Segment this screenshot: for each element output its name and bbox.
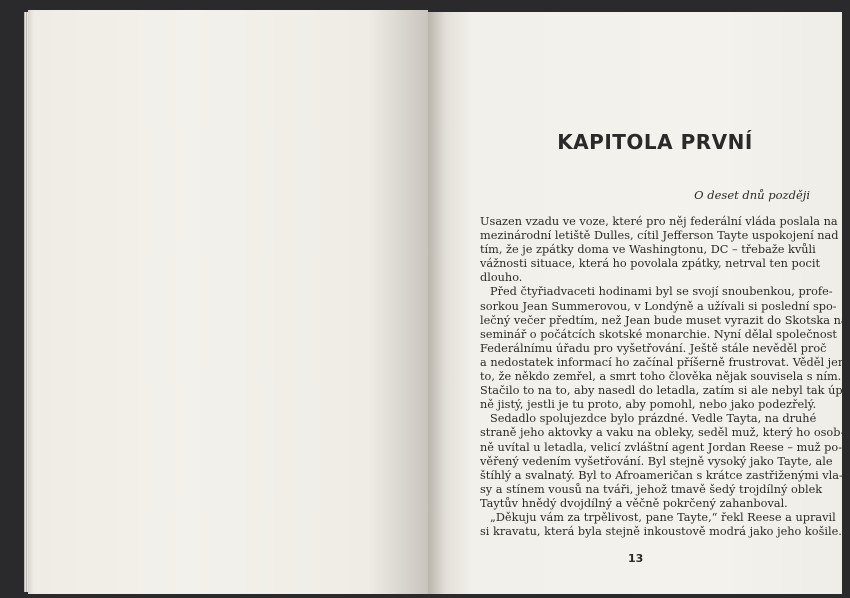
text-line: Před čtyřiadvaceti hodinami byl se svojí snoubenkou, profe- xyxy=(490,285,833,299)
text-line: věřený vedením vyšetřování. Byl stejně vysoký jako Tayte, ale xyxy=(480,454,833,468)
text-line: vážnosti situace, která ho povolala zpátky, netrval ten pocit xyxy=(480,257,821,271)
text-line: Federálnímu úřadu pro vyšetřování. Ještě stále nevěděl proč xyxy=(480,341,827,355)
text-line: a nedostatek informací ho začínal příšerně frustrovat. Věděl jen xyxy=(480,355,846,369)
body-text xyxy=(480,215,850,539)
text-line: si kravatu, která byla stejně inkoustově modrá jako jeho košile. xyxy=(480,525,842,539)
text-line: lečný večer předtím, než Jean bude muset vyrazit do Skotska na xyxy=(480,313,848,327)
text-line: štíhlý a svalnatý. Byl to Afroameričan s krátce zastřiženými vla- xyxy=(480,468,843,482)
text-line: ně jistý, jestli je tu proto, aby pomohl, nebo jako podezřelý. xyxy=(480,398,817,412)
text-line: dlouho. xyxy=(480,271,523,285)
text-line: mezinárodní letiště Dulles, cítil Jefferson Tayte uspokojení nad xyxy=(480,229,839,243)
text-line: ně uvítal u letadla, velicí zvláštní agent Jordan Reese – muž po- xyxy=(480,440,843,454)
text-line: Stačilo to na to, aby nasedl do letadla, zatím si ale nebyl tak úpl- xyxy=(480,384,850,398)
text-line: Taytův hnědý dvojdílný a věčně pokrčený zahanboval. xyxy=(480,496,788,510)
chapter-subtitle: O deset dnů později xyxy=(694,188,810,202)
chapter-title: KAPITOLA PRVNÍ xyxy=(557,130,753,154)
text-line: straně jeho aktovky a vaku na obleky, seděl muž, který ho osob- xyxy=(480,426,845,440)
text-line: sy a stínem vousů na tváři, jehož tmavě šedý trojdílný oblek xyxy=(480,482,823,496)
page-number: 13 xyxy=(628,552,644,565)
text-line: „Děkuju vám za trpělivost, pane Tayte,“ řekl Reese a upravil xyxy=(490,510,836,524)
text-line: seminář o počátcích skotské monarchie. Nyní dělal společnost xyxy=(480,327,837,341)
text-line: tím, že je zpátky doma ve Washingtonu, DC – třebaže kvůli xyxy=(480,243,816,257)
text-line: Usazen vzadu ve voze, které pro něj federální vláda poslala na xyxy=(480,215,838,228)
right-page xyxy=(428,12,850,594)
left-page-blank xyxy=(28,10,428,594)
text-line: sorkou Jean Summerovou, v Londýně a užívali si poslední spo- xyxy=(480,299,837,313)
text-line: to, že někdo zemřel, a smrt toho člověka nějak souvisela s ním. xyxy=(480,370,842,384)
text-line: Sedadlo spolujezdce bylo prázdné. Vedle Tayta, na druhé xyxy=(490,412,817,426)
